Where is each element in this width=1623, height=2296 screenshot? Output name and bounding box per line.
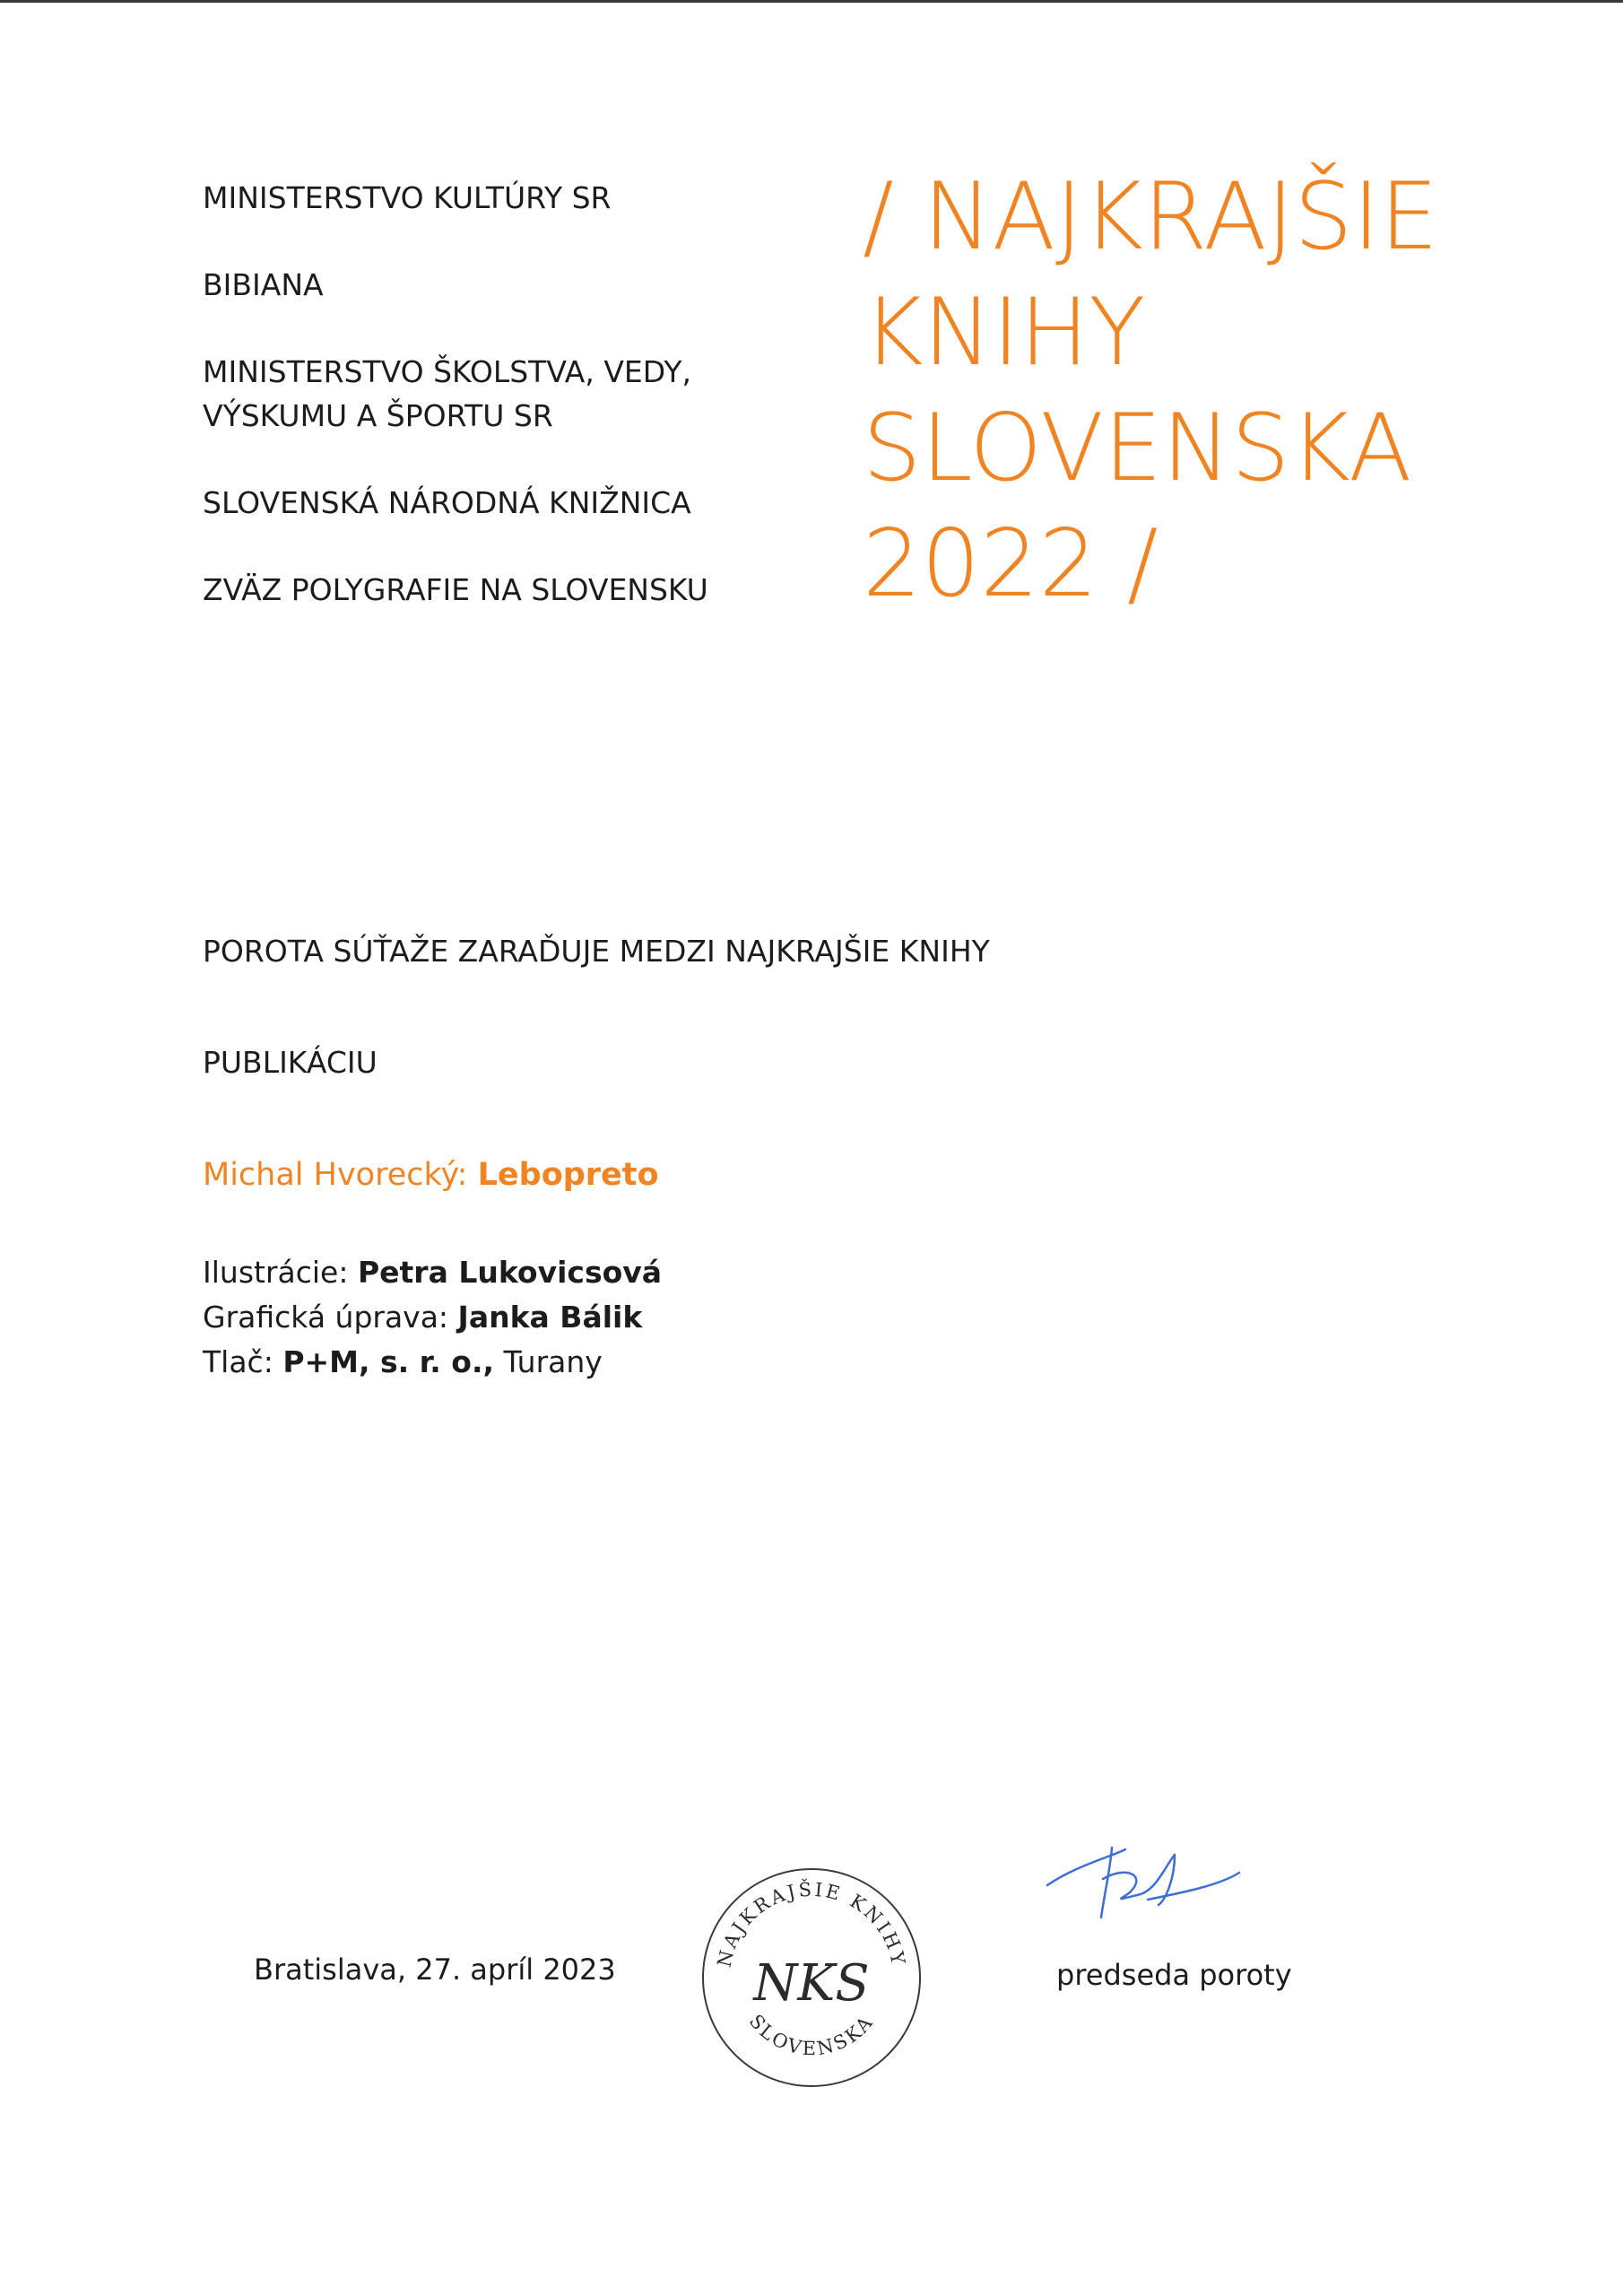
- credit-illustrations: [203, 1250, 662, 1295]
- title-line: / NAJKRAJŠIE: [863, 163, 1438, 271]
- book-title: Lebopreto: [477, 1157, 659, 1193]
- seal-arc-top: NAJKRAJŠIE KNIHY: [713, 1878, 910, 1970]
- credit-value: Janka Bálik: [457, 1300, 643, 1335]
- organizer-line: SLOVENSKÁ NÁRODNÁ KNIŽNICA: [203, 485, 691, 520]
- book-line: [203, 1152, 659, 1198]
- credit-value: Petra Lukovicsová: [357, 1255, 663, 1290]
- credit-label: Ilustrácie:: [203, 1255, 358, 1290]
- place-and-date: Bratislava, 27. apríl 2023: [254, 1952, 616, 1987]
- credit-design: [203, 1295, 662, 1340]
- jury-statement: POROTA SÚŤAŽE ZARAĎUJE MEDZI NAJKRAJŠIE KNIHY: [203, 934, 990, 969]
- top-border: [0, 0, 1623, 3]
- organizer-line: MINISTERSTVO ŠKOLSTVA, VEDY,: [203, 354, 692, 389]
- organizer: [203, 263, 794, 307]
- credits: [203, 1250, 662, 1385]
- credit-place: Turany: [494, 1344, 603, 1379]
- credit-label: Tlač:: [203, 1344, 283, 1379]
- organizer-line: BIBIANA: [203, 267, 324, 302]
- credit-value: P+M, s. r. o.,: [282, 1344, 495, 1379]
- title-line: KNIHY: [863, 279, 1146, 387]
- seal-stamp: [699, 1866, 924, 2090]
- signature: [1040, 1830, 1246, 1937]
- organizer: [203, 481, 794, 525]
- chairman-label: predseda poroty: [1056, 1958, 1292, 1992]
- title-line: SLOVENSKA: [863, 395, 1412, 502]
- seal-monogram: NKS: [753, 1954, 870, 2013]
- competition-title: [863, 160, 1571, 622]
- organizer-line: VÝSKUMU A ŠPORTU SR: [203, 398, 553, 433]
- organizer-line: MINISTERSTVO KULTÚRY SR: [203, 180, 612, 215]
- credit-label: Grafická úprava:: [203, 1300, 458, 1335]
- seal-arc-bottom: SLOVENSKA: [744, 2010, 879, 2060]
- book-author: Michal Hvorecký:: [203, 1157, 478, 1193]
- organizer: [203, 568, 794, 612]
- organizers-list: [203, 176, 794, 655]
- organizer-line: ZVÄZ POLYGRAFIE NA SLOVENSKU: [203, 572, 708, 607]
- publication-label: PUBLIKÁCIU: [203, 1045, 378, 1080]
- organizer: [203, 176, 794, 220]
- title-line: 2022 /: [863, 510, 1159, 618]
- credit-print: [203, 1340, 662, 1385]
- organizer: [203, 350, 794, 438]
